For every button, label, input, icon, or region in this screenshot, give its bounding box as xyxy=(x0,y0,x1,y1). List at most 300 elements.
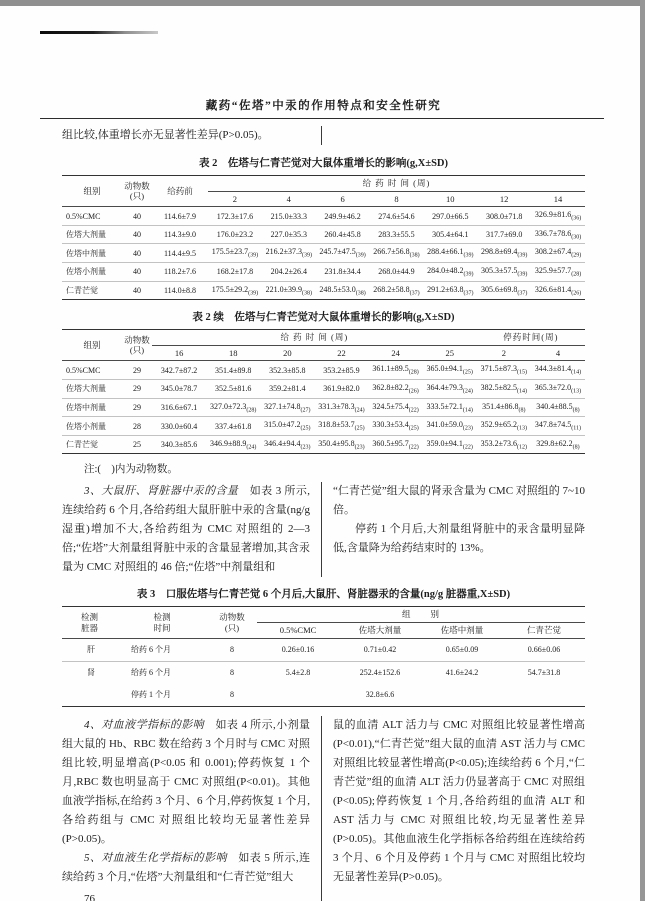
table2-body-weight xyxy=(62,175,585,300)
table2-col-animals xyxy=(122,176,152,207)
table2b-col-animals-line2: (只) xyxy=(129,345,145,356)
table-cell xyxy=(477,435,531,454)
cell-value: 329.8±62.2 xyxy=(536,438,573,448)
table-row xyxy=(62,281,585,300)
table-cell xyxy=(262,244,316,263)
cell-value: 382.5±82.5 xyxy=(480,383,517,393)
table-cell: 25 xyxy=(122,435,152,454)
table-cell: 176.0±23.2 xyxy=(208,225,262,244)
table3-col-organ-line2: 脏器 xyxy=(80,622,98,633)
table3-col-animals-line1: 动物数 xyxy=(219,611,245,622)
table-cell xyxy=(208,244,262,263)
table-cell xyxy=(370,244,424,263)
cell-animal-count-subscript: (26) xyxy=(571,290,582,297)
table2-week-header: 12 xyxy=(499,193,509,204)
table2-week-header: 2 xyxy=(232,193,238,204)
cell-animal-count-subscript: (36) xyxy=(571,215,582,222)
intro-continuation-text: 组比较,体重增长亦无显著性差异(P>0.05)。 xyxy=(62,129,269,141)
cell-animal-count-subscript: (14) xyxy=(517,388,527,395)
cell-animal-count-subscript: (24) xyxy=(246,444,257,451)
cell-animal-count-subscript: (39) xyxy=(517,253,528,260)
table-cell: 肾 xyxy=(62,661,117,684)
table2-col-group: 组别 xyxy=(83,185,101,196)
cell-animal-count-subscript: (39) xyxy=(248,290,259,297)
table-row xyxy=(62,661,585,684)
table-cell xyxy=(369,380,423,399)
cell-value: 216.2±37.3 xyxy=(265,247,302,257)
table2-col-animals-line2: (只) xyxy=(129,191,145,202)
table3-group-header: 0.5%CMC xyxy=(279,625,317,636)
cell-animal-count-subscript: (27) xyxy=(300,407,311,414)
table-cell xyxy=(206,435,260,454)
cell-value: 361.1±89.5 xyxy=(372,364,409,374)
table-cell: 8 xyxy=(207,661,257,684)
table-cell: 肝 xyxy=(87,645,95,655)
table-cell: 342.7±87.2 xyxy=(160,365,198,375)
table-cell xyxy=(531,263,585,282)
table-cell: 40 xyxy=(122,244,152,263)
cell-value: 268.2±58.8 xyxy=(373,284,410,294)
running-head: 藏药“佐塔”中汞的作用特点和安全性研究 xyxy=(205,100,442,112)
cell-value: 350.4±95.8 xyxy=(318,438,355,448)
table2-continued xyxy=(62,329,585,454)
table-cell xyxy=(369,361,423,380)
intro-left-column xyxy=(62,126,310,145)
table-cell: 5.4±2.8 xyxy=(257,661,339,684)
table-cell: 114.0±8.8 xyxy=(152,281,208,300)
table3-caption: 表 3 口服佐塔与仁青芒觉 6 个月后,大鼠肝、肾脏器汞的含量(ng/g 脏器重,X±SD) xyxy=(136,589,511,601)
table-cell xyxy=(531,281,585,300)
table2b-withdraw-week-header: 2 xyxy=(501,347,506,358)
table-cell: 40 xyxy=(122,281,152,300)
table2-week-header: 14 xyxy=(553,193,563,204)
section5-body: 如表 5 所示,连续给药 3 个月,“佐塔”大剂量组和“仁青芒觉”组大 xyxy=(62,851,311,883)
table-cell: 231.8±34.4 xyxy=(316,263,370,282)
cell-value: 352.9±65.2 xyxy=(480,420,517,430)
table3-organ-mercury xyxy=(62,606,585,706)
cell-animal-count-subscript: (8) xyxy=(518,407,526,414)
table2b-header-row1 xyxy=(62,330,585,346)
cell-value: 175.5±23.7 xyxy=(211,247,249,257)
cell-animal-count-subscript: (8) xyxy=(572,444,580,451)
table3-group-header: 仁青芒觉 xyxy=(526,625,561,636)
cell-value: 347.8±74.5 xyxy=(534,420,572,430)
cell-value: 346.9±88.9 xyxy=(209,438,247,448)
table-cell xyxy=(423,435,477,454)
table3-col-organ xyxy=(62,607,117,638)
table-row xyxy=(62,435,585,454)
table-row xyxy=(62,417,585,436)
table2-col-predose: 给药前 xyxy=(167,185,193,196)
table-cell xyxy=(262,281,316,300)
cell-value: 284.0±48.2 xyxy=(427,266,464,276)
table-cell xyxy=(477,398,531,417)
table2-header-row1 xyxy=(62,176,585,192)
table-cell xyxy=(531,361,585,380)
cell-value: 318.8±53.7 xyxy=(318,420,355,430)
column-divider xyxy=(321,126,322,145)
table-cell: 337.4±61.8 xyxy=(206,417,260,436)
page-content xyxy=(62,0,585,901)
table-cell xyxy=(62,684,117,707)
blockB-left-column xyxy=(62,716,310,901)
text-block-blood-indicators xyxy=(62,716,585,901)
cell-value: 266.7±56.8 xyxy=(373,247,410,257)
cell-animal-count-subscript: (22) xyxy=(408,407,419,414)
cell-animal-count-subscript: (23) xyxy=(300,444,311,451)
cell-value: 330.3±53.4 xyxy=(372,420,409,430)
table2b-rows xyxy=(62,361,585,454)
cell-animal-count-subscript: (28) xyxy=(571,271,582,278)
table2-span-dosing-time: 给 药 时 间 (周) xyxy=(208,176,585,192)
table-cell: 佐塔大剂量 xyxy=(62,380,122,399)
table-cell: 118.2±7.6 xyxy=(152,263,208,282)
table2b-withdraw-week-header: 4 xyxy=(555,347,561,358)
cell-value: 331.3±78.3 xyxy=(318,401,355,411)
cell-value: 364.4±79.3 xyxy=(426,383,463,393)
table3-col-organ-line1: 检测 xyxy=(80,611,98,622)
section3-heading: 3、大鼠肝、肾脏器中汞的含量 xyxy=(84,485,239,498)
table-cell: 给药 6 个月 xyxy=(131,645,171,655)
table-cell xyxy=(423,398,477,417)
table-cell: 29 xyxy=(122,380,152,399)
cell-value: 362.8±82.2 xyxy=(372,383,409,393)
table-cell xyxy=(531,244,585,263)
cell-animal-count-subscript: (22) xyxy=(408,444,419,451)
table-cell xyxy=(257,684,339,707)
table3-header-row1 xyxy=(62,607,585,623)
section5-heading: 5、对血液生化学指标的影响 xyxy=(84,851,227,864)
cell-value: 326.9±81.6 xyxy=(534,210,572,220)
table-cell: 0.5%CMC xyxy=(66,365,101,375)
cell-animal-count-subscript: (13) xyxy=(517,425,527,432)
table-cell: 316.6±67.1 xyxy=(152,398,206,417)
intro-right-column xyxy=(333,126,585,145)
cell-animal-count-subscript: (37) xyxy=(517,290,528,297)
table-cell: 28 xyxy=(122,417,152,436)
table-cell: 32.8±6.6 xyxy=(365,690,395,700)
table-cell: 172.3±17.6 xyxy=(216,211,254,221)
table-cell: 359.2±81.4 xyxy=(260,380,314,399)
cell-animal-count-subscript: (11) xyxy=(571,425,582,432)
table-cell xyxy=(370,281,424,300)
cell-animal-count-subscript: (38) xyxy=(355,290,366,297)
cell-value: 327.1±74.8 xyxy=(264,401,301,411)
table3-col-time-line1: 检测 xyxy=(153,611,171,622)
cell-value: 351.4±86.8 xyxy=(482,401,519,411)
table-cell xyxy=(260,398,314,417)
table-cell xyxy=(503,684,585,707)
table2-caption: 表 2 佐塔与仁青芒觉对大鼠体重增长的影响(g,X±SD) xyxy=(198,158,448,169)
table-cell xyxy=(531,207,585,226)
table3-header xyxy=(62,607,585,638)
section4-body: 如表 4 所示,小剂量组大鼠的 Hb、RBC 数在给药 3 个月时与 CMC 对照组比较,明显增高(P<0.05 和 0.001);停药恢复 1 个月,RBC 数也明显高于 CMC 对照组(P<0.01)。其他血液学指标,在给药 3 个月、6 个月,停药恢复 1 个月,各给药组与 CMC 对照组比较均无显著性差异(P>0.05)。 xyxy=(62,718,311,845)
cell-value: 327.0±72.3 xyxy=(209,401,247,411)
table2-week-header: 4 xyxy=(286,193,291,204)
cell-animal-count-subscript: (39) xyxy=(248,253,259,260)
table-cell: 308.0±71.8 xyxy=(485,211,523,221)
table2b-span-withdraw-time: 停药时间(周) xyxy=(477,330,585,346)
table2b-week-header: 24 xyxy=(391,347,400,358)
text-block-mercury-content xyxy=(62,482,585,577)
cell-value: 346.4±94.4 xyxy=(264,438,301,448)
table-row xyxy=(62,380,585,399)
cell-value: 305.3±57.5 xyxy=(480,266,518,276)
table2b-col-animals-line1: 动物数 xyxy=(124,334,150,345)
table-cell: 停药 1 个月 xyxy=(131,690,171,700)
table-cell xyxy=(316,281,370,300)
table-cell: 佐塔中剂量 xyxy=(62,244,122,263)
section3-withdrawal-paragraph: 停药 1 个月后,大剂量组肾脏中的汞含量明显降低,含量降为给药结束时的 13%。 xyxy=(333,523,585,555)
table-cell: 114.3±9.0 xyxy=(152,225,208,244)
cell-animal-count-subscript: (25) xyxy=(462,370,473,377)
table-cell xyxy=(423,380,477,399)
cell-animal-count-subscript: (15) xyxy=(517,370,527,377)
table3-group-header: 佐塔大剂量 xyxy=(358,625,402,636)
table-cell xyxy=(206,398,260,417)
table-cell xyxy=(477,417,531,436)
table-cell xyxy=(531,225,585,244)
cell-value: 288.4±66.1 xyxy=(427,247,464,257)
table-cell: 仁青芒觉 xyxy=(62,281,122,300)
cell-value: 341.0±59.0 xyxy=(426,420,463,430)
table2-week-header: 10 xyxy=(446,193,455,204)
cell-animal-count-subscript: (25) xyxy=(354,425,365,432)
table-cell: 345.0±78.7 xyxy=(152,380,206,399)
cell-animal-count-subscript: (38) xyxy=(409,253,420,260)
table-cell: 317.7±69.0 xyxy=(477,225,531,244)
table2b-week-header: 18 xyxy=(228,347,238,358)
table-cell xyxy=(477,380,531,399)
table-cell xyxy=(531,435,585,454)
table-cell: 353.2±85.9 xyxy=(323,365,360,375)
cell-animal-count-subscript: (13) xyxy=(571,388,582,395)
table2-rows xyxy=(62,207,585,300)
table-cell: 0.5%CMC xyxy=(66,211,101,221)
column-divider xyxy=(321,482,322,577)
cell-value: 353.2±73.6 xyxy=(480,438,517,448)
cell-animal-count-subscript: (28) xyxy=(408,370,419,377)
cell-value: 326.6±81.4 xyxy=(534,284,572,294)
table-row xyxy=(62,684,585,707)
blockB-right-column xyxy=(333,716,585,901)
table-cell: 351.4±89.8 xyxy=(214,365,252,375)
cell-value: 298.8±69.4 xyxy=(480,247,518,257)
page-number: 76 xyxy=(84,892,95,901)
table-cell xyxy=(423,263,477,282)
table-cell xyxy=(369,417,423,436)
cell-value: 308.2±67.4 xyxy=(534,247,572,257)
cell-value: 325.9±57.7 xyxy=(534,266,572,276)
table2-week-header: 8 xyxy=(394,193,399,204)
section4-paragraph xyxy=(62,716,310,849)
table3-span-group: 组 别 xyxy=(257,607,585,623)
table2b-caption: 表 2 续 佐塔与仁青芒觉对大鼠体重增长的影响(g,X±SD) xyxy=(192,312,455,324)
table-row xyxy=(62,263,585,282)
table-cell xyxy=(421,684,503,707)
cell-value: 305.6±69.8 xyxy=(480,284,518,294)
table-cell: 佐塔大剂量 xyxy=(62,225,122,244)
table-cell: 0.65±0.09 xyxy=(445,645,479,655)
cell-value: 324.5±75.4 xyxy=(372,401,409,411)
cell-value: 248.5±53.0 xyxy=(319,284,356,294)
cell-value: 359.0±94.1 xyxy=(426,438,463,448)
table-row xyxy=(62,398,585,417)
cell-animal-count-subscript: (26) xyxy=(408,388,419,395)
section5-continuation: 鼠的血清 ALT 活力与 CMC 对照组比较显著性增高(P<0.01),“仁青芒觉”组大鼠的血清 AST 活力与 CMC 对照组比较显著性增高(P<0.05);连续给药 6 个月,“仁青芒觉”组的血清 ALT 活力仍显著高于 CMC 对照组(P<0.05);停药恢复 1 个月,各给药组的血清 ALT 和 AST 活力与 CMC 对照组比较,均无显著性差异(P>0.05)。其他血液生化学指标各给药组在连续给药 3 个月、6 个月及停药 1 个月与 CMC 对照组比较均无显著性差异(P>0.05)。 xyxy=(333,718,585,883)
section4-heading: 4、对血液学指标的影响 xyxy=(84,718,205,731)
table3-col-animals-line2: (只) xyxy=(224,622,240,633)
table-cell xyxy=(369,398,423,417)
table-cell: 佐塔中剂量 xyxy=(62,398,122,417)
table-cell xyxy=(477,281,531,300)
table-footnote: 注:( )内为动物数。 xyxy=(84,464,178,476)
table-cell: 283.3±55.5 xyxy=(370,225,424,244)
cell-animal-count-subscript: (23) xyxy=(462,425,473,432)
cell-animal-count-subscript: (29) xyxy=(571,253,582,260)
table-cell: 54.7±31.8 xyxy=(503,661,585,684)
table-cell: 8 xyxy=(230,690,234,700)
section5-paragraph xyxy=(62,849,310,887)
table-cell: 268.0±44.9 xyxy=(370,263,424,282)
cell-animal-count-subscript: (39) xyxy=(463,253,474,260)
table2b-span-dosing-time: 给 药 时 间 (周) xyxy=(152,330,477,346)
table-cell: 8 xyxy=(230,645,234,655)
table-cell xyxy=(477,361,531,380)
cell-value: 344.3±81.4 xyxy=(534,364,572,374)
table2-header xyxy=(62,176,585,207)
table2b-week-header: 16 xyxy=(174,347,184,358)
table-cell: 114.6±7.9 xyxy=(163,211,197,221)
table-cell xyxy=(531,380,585,399)
table-cell xyxy=(423,417,477,436)
cell-animal-count-subscript: (23) xyxy=(354,444,365,451)
cell-animal-count-subscript: (39) xyxy=(355,253,366,260)
table2b-col-group: 组别 xyxy=(83,340,101,351)
table2b-col-animals xyxy=(122,330,152,361)
table-cell: 352.5±81.6 xyxy=(206,380,260,399)
section3-body: 如表 3 所示,连续给药 6 个月,各给药组大鼠肝脏中汞的含量(ng/g 湿重)增加不大,各给药组为 CMC 对照组的 2—3 倍;“佐塔”大剂量组肾脏中汞的含量显著增加,其含汞量为 CMC 对照组的 46 倍;“佐塔”中剂量组和 xyxy=(62,485,311,574)
table2b-week-header: 22 xyxy=(337,347,346,358)
table2-week-header: 6 xyxy=(340,193,345,204)
cell-value: 245.7±47.5 xyxy=(319,247,356,257)
cell-animal-count-subscript: (28) xyxy=(246,407,257,414)
column-divider xyxy=(321,716,322,901)
table3-group-header: 佐塔中剂量 xyxy=(440,625,484,636)
table-cell xyxy=(260,435,314,454)
cell-animal-count-subscript: (14) xyxy=(462,407,473,414)
table-cell: 41.6±24.2 xyxy=(421,661,503,684)
table-row xyxy=(62,244,585,263)
table-cell: 204.2±26.4 xyxy=(262,263,316,282)
table3-col-time xyxy=(117,607,207,638)
scan-edge-right xyxy=(640,0,645,901)
section3-paragraph xyxy=(62,482,310,577)
section3-continuation: “仁青芒觉”组大鼠的肾汞含量为 CMC 对照组的 7~10 倍。 xyxy=(333,485,585,517)
table2b-week-header: 25 xyxy=(445,347,454,358)
cell-value: 333.5±72.1 xyxy=(426,401,463,411)
table-cell: 佐塔小剂量 xyxy=(62,263,122,282)
cell-value: 291.2±63.8 xyxy=(427,284,464,294)
table-cell: 227.0±35.3 xyxy=(262,225,316,244)
table-cell: 29 xyxy=(133,365,141,375)
table2b-header xyxy=(62,330,585,361)
table-row xyxy=(62,638,585,661)
table-cell: 297.0±66.5 xyxy=(432,211,469,221)
cell-animal-count-subscript: (12) xyxy=(517,444,527,451)
cell-animal-count-subscript: (37) xyxy=(463,290,474,297)
table-row xyxy=(62,225,585,244)
cell-value: 360.5±95.7 xyxy=(372,438,409,448)
table2-col-animals-line1: 动物数 xyxy=(124,180,150,191)
table-cell: 114.4±9.5 xyxy=(152,244,208,263)
cell-animal-count-subscript: (30) xyxy=(571,234,582,241)
table-cell: 305.4±64.1 xyxy=(423,225,477,244)
table-row xyxy=(62,207,585,226)
table-cell: 0.26±0.16 xyxy=(281,645,315,655)
table-cell: 29 xyxy=(122,398,152,417)
table2b-week-header: 20 xyxy=(283,347,292,358)
table-cell: 215.0±33.3 xyxy=(270,211,307,221)
table-cell: 361.9±82.0 xyxy=(314,380,368,399)
table-cell xyxy=(314,398,368,417)
table-cell xyxy=(369,435,423,454)
header-rule xyxy=(40,118,604,119)
table-cell xyxy=(314,435,368,454)
table-cell xyxy=(208,281,262,300)
table-cell xyxy=(423,281,477,300)
cell-animal-count-subscript: (24) xyxy=(462,388,473,395)
table-cell: 340.3±85.6 xyxy=(152,435,206,454)
cell-animal-count-subscript: (37) xyxy=(409,290,420,297)
table-cell: 仁青芒觉 xyxy=(62,435,122,454)
table-cell: 260.4±45.8 xyxy=(316,225,370,244)
cell-animal-count-subscript: (39) xyxy=(463,271,474,278)
table-cell xyxy=(260,417,314,436)
cell-value: 221.0±39.9 xyxy=(265,284,302,294)
table-cell xyxy=(531,417,585,436)
table-cell xyxy=(477,244,531,263)
table-cell: 佐塔小剂量 xyxy=(62,417,122,436)
table3-col-animals xyxy=(207,607,257,638)
table-cell: 0.71±0.42 xyxy=(363,645,397,655)
table-cell xyxy=(316,244,370,263)
cell-value: 365.3±72.0 xyxy=(534,383,572,393)
table-cell: 0.66±0.06 xyxy=(527,645,561,655)
table-cell: 274.6±54.6 xyxy=(378,211,415,221)
table-cell: 40 xyxy=(122,225,152,244)
cell-animal-count-subscript: (25) xyxy=(408,425,419,432)
cell-value: 371.5±87.3 xyxy=(480,364,517,374)
cell-animal-count-subscript: (14) xyxy=(571,370,582,377)
cell-animal-count-subscript: (24) xyxy=(354,407,365,414)
table-cell xyxy=(423,244,477,263)
table-cell: 249.9±46.2 xyxy=(324,211,361,221)
table-cell xyxy=(477,263,531,282)
table3-col-time-line2: 时间 xyxy=(153,622,171,633)
cell-animal-count-subscript: (25) xyxy=(300,425,311,432)
table-cell: 40 xyxy=(122,263,152,282)
cell-value: 340.4±88.5 xyxy=(536,401,573,411)
intro-row xyxy=(62,126,585,145)
table-cell: 给药 6 个月 xyxy=(117,661,207,684)
table-cell: 330.0±60.4 xyxy=(152,417,206,436)
cell-value: 315.0±47.2 xyxy=(264,420,301,430)
blockA-left-column xyxy=(62,482,310,577)
cell-value: 175.5±29.2 xyxy=(211,284,249,294)
table-cell: 252.4±152.6 xyxy=(339,661,421,684)
cell-value: 336.7±78.6 xyxy=(534,228,572,238)
